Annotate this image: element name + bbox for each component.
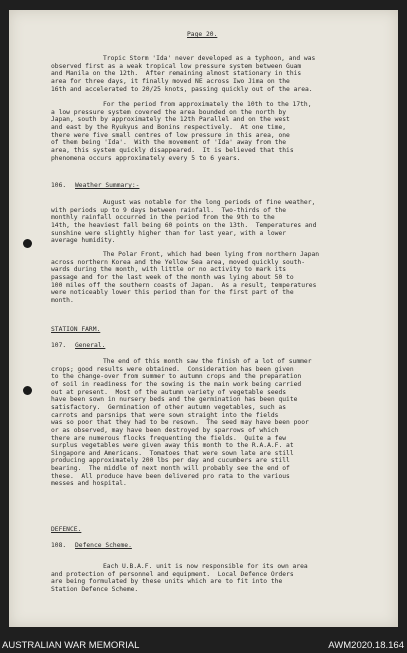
text-line: 16th and accelerated to 20/25 knots, passing quickly out of the area.: [51, 85, 313, 93]
text-line: were noticeably lower this period than for the first part of the: [51, 289, 294, 297]
text-line: 14th, the heaviest fall being 60 points on the 13th. Temperatures and: [51, 221, 317, 229]
section-station-farm: STATION FARM.: [51, 326, 101, 333]
heading-108-title: Defence Scheme.: [75, 542, 132, 549]
text-line: and protection of personnel and equipment. Local Defence Orders: [51, 570, 294, 578]
text-line: For the period from approximately the 10th to the 17th,: [103, 101, 312, 108]
text-line: phenomena occurs approximately every 5 to 6 years.: [51, 154, 241, 162]
heading-106-title: Weather Summary:-: [75, 182, 140, 189]
text-line: Station Defence Scheme.: [51, 585, 139, 593]
text-line: The end of this month saw the finish of a lot of summer: [103, 358, 312, 365]
heading-107-title: General.: [75, 342, 106, 349]
text-line: or as observed, may have been destroyed by sparrows of which: [51, 426, 279, 434]
text-line: monthly rainfall occurred in the period from the 9th to the: [51, 214, 275, 222]
text-line: month.: [51, 296, 74, 304]
text-line: Singapore and Americans. Tomatoes that were sown late are still: [51, 449, 294, 457]
text-line: satisfactory. Germination of other autumn vegetables, such as: [51, 403, 287, 411]
text-line: these. All produce have been delivered pro rata to the various: [51, 472, 290, 480]
text-line: messes and hospital.: [51, 480, 127, 488]
section-defence: DEFENCE.: [51, 526, 82, 533]
text-line: Japan, south by approximately the 12th Parallel and on the west: [51, 116, 290, 124]
text-line: wards during the month, with little or no activity to mark its: [51, 266, 287, 274]
punch-hole-bottom: [23, 386, 32, 395]
text-line: producing approximately 200 lbs per day and cucumbers are still: [51, 457, 290, 465]
text-line: and Manila on the 12th. After remaining almost stationary in this: [51, 70, 302, 78]
archive-footer: [0, 633, 407, 653]
text-line: of soil in readiness for the sowing is the main work being carried: [51, 380, 302, 388]
text-line: sunshine were slightly higher than for last year, with a lower: [51, 229, 287, 237]
text-line: are being formulated by these units which are to fit into the: [51, 578, 283, 586]
text-line: 100 miles off the southern coasts of Japan. As a result, temperatures: [51, 281, 317, 289]
text-line: across northern Korea and the Yellow Sea area, moved quickly south-: [51, 258, 306, 266]
text-line: with periods up to 9 days between rainfall. Two-thirds of the: [51, 206, 287, 214]
text-line: and east by the Ryukyus and Bonins respectively. At one time,: [51, 123, 287, 131]
text-line: observed first as a weak tropical low pressure system between Guam: [51, 62, 302, 70]
text-line: average humidity.: [51, 237, 116, 245]
text-line: carrots and parsnips that were sown straight into the fields: [51, 411, 279, 419]
text-line: there were five small centres of low pressure in this area, one: [51, 131, 290, 139]
text-line: crops; good results were obtained. Consideration has been given: [51, 365, 294, 373]
punch-hole-top: [23, 239, 32, 248]
heading-107-number: 107.: [51, 342, 67, 349]
heading-108-number: 108.: [51, 542, 67, 549]
footer-institution: AUSTRALIAN WAR MEMORIAL: [2, 640, 140, 651]
text-line: out at present. Most of the autumn variety of vegetable seeds: [51, 388, 287, 396]
text-line: have been sown in nursery beds and the germination has been quite: [51, 396, 298, 404]
footer-accession-number: AWM2020.18.164: [328, 640, 404, 651]
text-line: area for three days, it finally moved NE across Iwo Jima on the: [51, 77, 290, 85]
text-line: Each U.B.A.F. unit is now responsible for its own area: [103, 563, 308, 570]
text-line: of them being 'Ida'. With the movement of 'Ida' away from the: [51, 139, 287, 147]
document-page: [9, 10, 398, 627]
text-line: The Polar Front, which had been lying from northern Japan: [103, 251, 320, 258]
text-line: was so poor that they had to be resown. The seed may have been poor: [51, 419, 309, 427]
heading-106-number: 106.: [51, 182, 67, 189]
text-line: bearing. The middle of next month will probably see the end of: [51, 465, 290, 473]
text-line: to the change-over from summer to autumn crops and the preparation: [51, 373, 302, 381]
text-line: there are numerous flocks frequenting the fields. Quite a few: [51, 434, 287, 442]
text-line: surplus vegetables were given away this month to the R.A.A.F. at: [51, 442, 294, 450]
text-line: Tropic Storm 'Ida' never developed as a typhoon, and was: [103, 55, 316, 62]
text-line: area, this system quickly disappeared. It is believed that this: [51, 146, 294, 154]
text-line: passage and for the last week of the month was lying about 50 to: [51, 273, 294, 281]
page-number: Page 20.: [187, 31, 218, 38]
text-line: a low pressure system covered the area bounded on the north by: [51, 108, 287, 116]
text-line: August was notable for the long periods of fine weather,: [103, 199, 316, 206]
